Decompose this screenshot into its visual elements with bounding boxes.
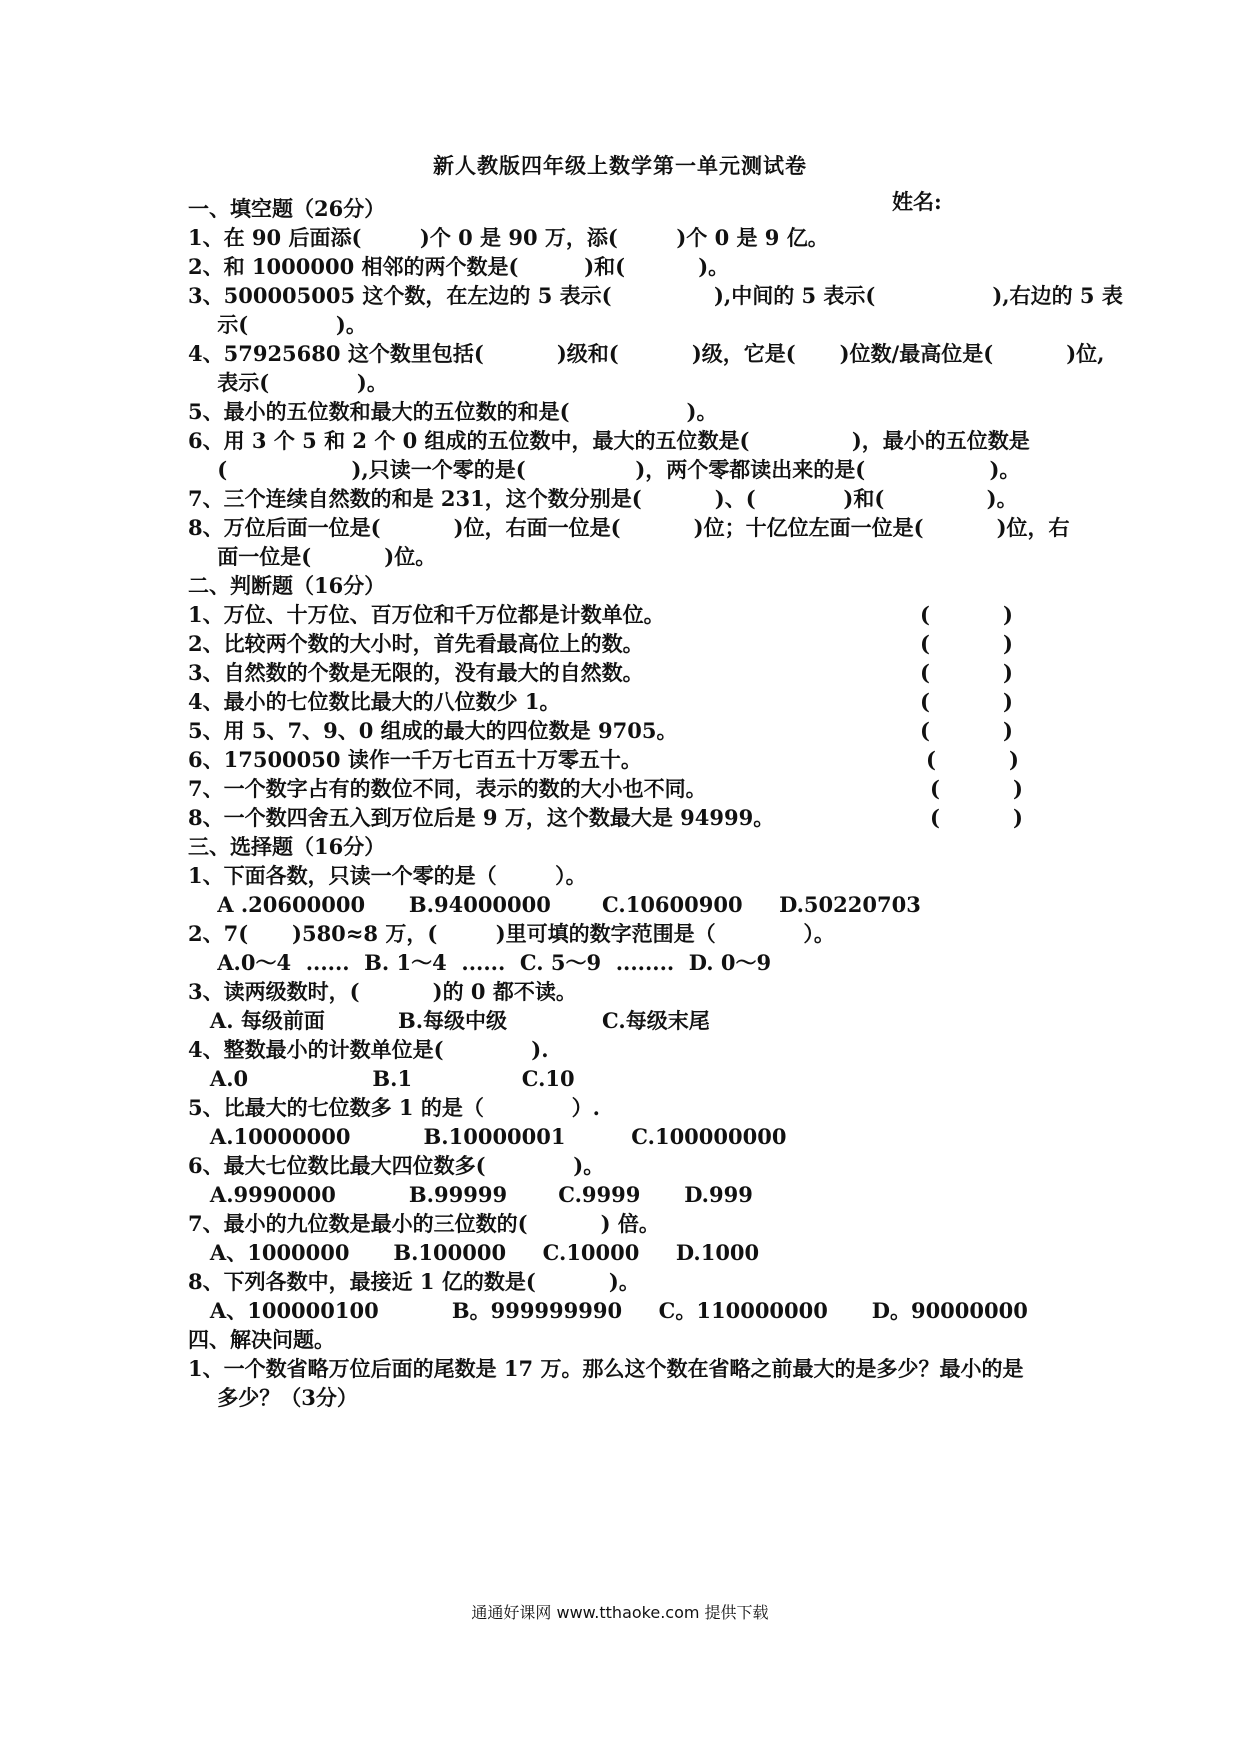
question-line: 5、比最大的七位数多 1 的是（ ）. <box>188 1095 600 1120</box>
options-line: A、100000100 B。999999990 C。110000000 D。90000000 <box>188 1298 1028 1323</box>
options-line: A. 每级前面 B.每级中级 C.每级末尾 <box>188 1008 710 1033</box>
question-line: 6、最大七位数比最大四位数多( )。 <box>188 1153 605 1178</box>
question-line: 表示( )。 <box>188 370 388 395</box>
question-line: 1、在 90 后面添( )个 0 是 90 万，添( )个 0 是 9 亿。 <box>188 225 829 250</box>
question-line: 5、最小的五位数和最大的五位数的和是( )。 <box>188 399 718 424</box>
judge-bracket: ( ) <box>930 805 1023 830</box>
question-line: 6、用 3 个 5 和 2 个 0 组成的五位数中，最大的五位数是( )，最小的五位数是 <box>188 428 1030 453</box>
section-3-heading: 三、选择题（16分） <box>188 834 386 859</box>
options-line: A.9990000 B.99999 C.9999 D.999 <box>188 1182 753 1207</box>
judge-item: 7、一个数字占有的数位不同，表示的数的大小也不同。 <box>188 776 707 801</box>
page-title: 新人教版四年级上数学第一单元测试卷 <box>433 153 807 178</box>
options-line: A.10000000 B.10000001 C.100000000 <box>188 1124 787 1149</box>
options-line: A.0 B.1 C.10 <box>188 1066 575 1091</box>
section-2-heading: 二、判断题（16分） <box>188 573 386 598</box>
section-4-heading: 四、解决问题。 <box>188 1327 335 1352</box>
question-line: 1、一个数省略万位后面的尾数是 17 万。那么这个数在省略之前最大的是多少？最小的是 <box>188 1356 1024 1381</box>
judge-item: 2、比较两个数的大小时，首先看最高位上的数。 <box>188 631 644 656</box>
judge-item: 4、最小的七位数比最大的八位数少 1。 <box>188 689 561 714</box>
question-line: 4、整数最小的计数单位是( ). <box>188 1037 549 1062</box>
question-line: 4、57925680 这个数里包括( )级和( )级，它是( )位数/最高位是( )位, <box>188 341 1105 366</box>
question-line: 2、7( )580≈8 万，( )里可填的数字范围是（ ）。 <box>188 921 835 946</box>
judge-bracket: ( ) <box>920 718 1013 743</box>
question-line: 1、下面各数，只读一个零的是（ ）。 <box>188 863 587 888</box>
judge-bracket: ( ) <box>920 631 1013 656</box>
judge-item: 6、17500050 读作一千万七百五十万零五十。 <box>188 747 642 772</box>
question-line: 示( )。 <box>188 312 367 337</box>
judge-bracket: ( ) <box>926 747 1019 772</box>
options-line: A.0～4 ...... B. 1～4 ...... C. 5～9 ........ D. 0～9 <box>188 950 772 975</box>
judge-item: 5、用 5、7、9、0 组成的最大的四位数是 9705。 <box>188 718 678 743</box>
section-1-heading: 一、填空题（26分） <box>188 196 386 221</box>
question-line: 2、和 1000000 相邻的两个数是( )和( )。 <box>188 254 730 279</box>
options-line: A、1000000 B.100000 C.10000 D.1000 <box>188 1240 760 1265</box>
question-line: 3、500005005 这个数，在左边的 5 表示( ),中间的 5 表示( ),右边的 5 表 <box>188 283 1123 308</box>
judge-item: 3、自然数的个数是无限的，没有最大的自然数。 <box>188 660 644 685</box>
name-label: 姓名: <box>892 189 942 214</box>
question-line: ( ),只读一个零的是( )，两个零都读出来的是( )。 <box>188 457 1021 482</box>
question-line: 面一位是( )位。 <box>188 544 437 569</box>
options-line: A .20600000 B.94000000 C.10600900 D.50220703 <box>188 892 921 917</box>
judge-bracket: ( ) <box>920 689 1013 714</box>
question-line: 多少？（3分） <box>188 1385 358 1410</box>
question-line: 8、下列各数中，最接近 1 亿的数是( )。 <box>188 1269 640 1294</box>
question-line: 3、读两级数时，( )的 0 都不读。 <box>188 979 577 1004</box>
judge-bracket: ( ) <box>930 776 1023 801</box>
question-line: 7、三个连续自然数的和是 231，这个数分别是( )、( )和( )。 <box>188 486 1018 511</box>
judge-item: 1、万位、十万位、百万位和千万位都是计数单位。 <box>188 602 665 627</box>
judge-bracket: ( ) <box>920 660 1013 685</box>
judge-bracket: ( ) <box>920 602 1013 627</box>
footer-credit: 通通好课网 www.tthaoke.com 提供下载 <box>471 1603 769 1622</box>
question-line: 8、万位后面一位是( )位，右面一位是( )位；十亿位左面一位是( )位，右 <box>188 515 1070 540</box>
judge-item: 8、一个数四舍五入到万位后是 9 万，这个数最大是 94999。 <box>188 805 775 830</box>
question-line: 7、最小的九位数是最小的三位数的( ) 倍。 <box>188 1211 660 1236</box>
